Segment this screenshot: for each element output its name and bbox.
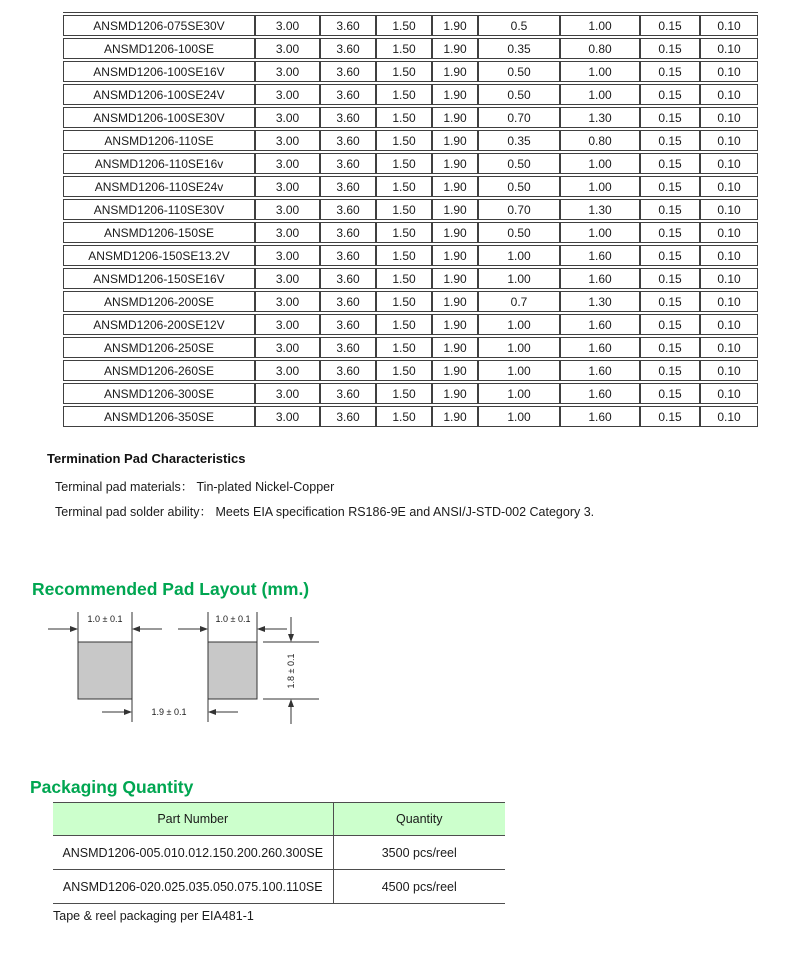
value-cell: 1.50 — [376, 15, 432, 36]
value-cell: 3.00 — [255, 406, 320, 427]
pad-layout-heading: Recommended Pad Layout (mm.) — [32, 579, 310, 599]
value-cell: 0.15 — [640, 61, 700, 82]
value-cell: 0.50 — [478, 61, 560, 82]
part-number-cell: ANSMD1206-350SE — [63, 406, 255, 427]
table-row — [53, 870, 505, 904]
part-number-cell: ANSMD1206-250SE — [63, 337, 255, 358]
arrowhead-up-icon — [288, 699, 294, 707]
value-cell: 1.00 — [560, 15, 640, 36]
value-cell: 3.00 — [255, 38, 320, 59]
tape-reel-note: Tape & reel packaging per EIA481-1 — [53, 909, 254, 923]
value-cell: 1.90 — [432, 38, 478, 59]
value-cell: 0.15 — [640, 130, 700, 151]
value-cell: 1.00 — [560, 176, 640, 197]
value-cell: 3.00 — [255, 61, 320, 82]
value-cell: 3.60 — [320, 107, 376, 128]
value-cell: 1.00 — [560, 61, 640, 82]
value-cell: 3.60 — [320, 153, 376, 174]
value-cell: 0.10 — [700, 84, 758, 105]
value-cell: 0.50 — [478, 222, 560, 243]
value-cell: 0.10 — [700, 406, 758, 427]
value-cell: 0.35 — [478, 38, 560, 59]
value-cell: 0.15 — [640, 38, 700, 59]
packaging-header-row — [53, 803, 505, 836]
value-cell: 1.00 — [560, 222, 640, 243]
value-cell: 1.50 — [376, 176, 432, 197]
table-row — [63, 84, 758, 105]
value-cell: 0.15 — [640, 15, 700, 36]
part-number-cell: ANSMD1206-020.025.035.050.075.100.110SE — [53, 870, 333, 904]
value-cell: 1.50 — [376, 406, 432, 427]
value-cell: 1.60 — [560, 406, 640, 427]
value-cell: 1.00 — [478, 314, 560, 335]
table-row — [63, 61, 758, 82]
value-cell: 3.60 — [320, 84, 376, 105]
value-cell: 0.10 — [700, 245, 758, 266]
value-cell: 3.00 — [255, 222, 320, 243]
part-number-cell: ANSMD1206-100SE24V — [63, 84, 255, 105]
value-cell: 1.50 — [376, 107, 432, 128]
value-cell: 1.30 — [560, 107, 640, 128]
pad-left-rect — [78, 642, 132, 699]
value-cell: 1.90 — [432, 107, 478, 128]
value-cell: 0.50 — [478, 176, 560, 197]
value-cell: 0.15 — [640, 222, 700, 243]
arrowhead-left-icon — [208, 709, 216, 715]
value-cell: 0.15 — [640, 268, 700, 289]
quantity-cell: 4500 pcs/reel — [333, 870, 505, 904]
value-cell: 3.00 — [255, 15, 320, 36]
value-cell: 0.10 — [700, 291, 758, 312]
value-cell: 3.00 — [255, 176, 320, 197]
value-cell: 0.70 — [478, 199, 560, 220]
part-dimensions-table — [63, 12, 758, 429]
table-row — [63, 291, 758, 312]
value-cell: 0.80 — [560, 38, 640, 59]
value-cell: 3.60 — [320, 176, 376, 197]
value-cell: 1.50 — [376, 130, 432, 151]
value-cell: 1.00 — [560, 153, 640, 174]
part-number-cell: ANSMD1206-005.010.012.150.200.260.300SE — [53, 836, 333, 870]
value-cell: 0.15 — [640, 314, 700, 335]
value-cell: 0.10 — [700, 199, 758, 220]
arrowhead-left-icon — [132, 626, 140, 632]
value-cell: 1.90 — [432, 222, 478, 243]
termination-heading: Termination Pad Characteristics — [47, 451, 246, 466]
value-cell: 0.10 — [700, 383, 758, 404]
table-row — [63, 314, 758, 335]
value-cell: 0.10 — [700, 38, 758, 59]
pad-height-label: 1.8 ± 0.1 — [286, 653, 296, 689]
value-cell: 1.60 — [560, 383, 640, 404]
value-cell: 1.30 — [560, 199, 640, 220]
value-cell: 3.60 — [320, 383, 376, 404]
value-cell: 1.00 — [478, 360, 560, 381]
value-cell: 1.50 — [376, 222, 432, 243]
table-row — [53, 836, 505, 870]
value-cell: 0.50 — [478, 153, 560, 174]
value-cell: 3.00 — [255, 245, 320, 266]
value-cell: 1.00 — [478, 245, 560, 266]
part-number-cell: ANSMD1206-075SE30V — [63, 15, 255, 36]
part-number-cell: ANSMD1206-110SE30V — [63, 199, 255, 220]
value-cell: 1.90 — [432, 406, 478, 427]
value-cell: 1.30 — [560, 291, 640, 312]
value-cell: 1.50 — [376, 245, 432, 266]
value-cell: 1.00 — [560, 84, 640, 105]
value-cell: 1.90 — [432, 153, 478, 174]
part-number-cell: ANSMD1206-300SE — [63, 383, 255, 404]
pad-right-rect — [208, 642, 257, 699]
value-cell: 3.00 — [255, 337, 320, 358]
value-cell: 0.10 — [700, 130, 758, 151]
datasheet-page — [0, 12, 800, 923]
quantity-header: Quantity — [333, 803, 505, 836]
pad-width-label-right: 1.0 ± 0.1 — [215, 614, 251, 624]
value-cell: 0.15 — [640, 337, 700, 358]
value-cell: 1.50 — [376, 61, 432, 82]
value-cell: 0.10 — [700, 61, 758, 82]
value-cell: 1.90 — [432, 268, 478, 289]
part-number-cell: ANSMD1206-150SE — [63, 222, 255, 243]
pad-pitch-label: 1.9 ± 0.1 — [151, 707, 187, 717]
value-cell: 0.10 — [700, 314, 758, 335]
value-cell: 0.15 — [640, 383, 700, 404]
table-row — [63, 15, 758, 36]
value-cell: 3.60 — [320, 38, 376, 59]
table-row — [63, 360, 758, 381]
value-cell: 0.15 — [640, 245, 700, 266]
table-row — [63, 222, 758, 243]
table-row — [63, 245, 758, 266]
value-cell: 1.50 — [376, 38, 432, 59]
packaging-table — [53, 802, 505, 904]
table-row — [63, 406, 758, 427]
value-cell: 1.90 — [432, 130, 478, 151]
value-cell: 0.10 — [700, 107, 758, 128]
value-cell: 0.15 — [640, 291, 700, 312]
value-cell: 3.00 — [255, 130, 320, 151]
value-cell: 1.90 — [432, 15, 478, 36]
part-number-cell: ANSMD1206-110SE16v — [63, 153, 255, 174]
part-number-cell: ANSMD1206-260SE — [63, 360, 255, 381]
value-cell: 0.7 — [478, 291, 560, 312]
value-cell: 0.80 — [560, 130, 640, 151]
table-row — [63, 176, 758, 197]
value-cell: 0.15 — [640, 84, 700, 105]
part-number-cell: ANSMD1206-110SE — [63, 130, 255, 151]
value-cell: 1.50 — [376, 383, 432, 404]
value-cell: 0.10 — [700, 360, 758, 381]
value-cell: 0.15 — [640, 176, 700, 197]
value-cell: 0.10 — [700, 176, 758, 197]
arrowhead-down-icon — [288, 634, 294, 642]
arrowhead-right-icon — [124, 709, 132, 715]
part-number-header: Part Number — [53, 803, 333, 836]
value-cell: 3.00 — [255, 268, 320, 289]
value-cell: 1.00 — [478, 337, 560, 358]
value-cell: 0.35 — [478, 130, 560, 151]
value-cell: 1.50 — [376, 153, 432, 174]
value-cell: 3.60 — [320, 337, 376, 358]
part-number-cell: ANSMD1206-100SE30V — [63, 107, 255, 128]
value-cell: 1.60 — [560, 360, 640, 381]
value-cell: 0.50 — [478, 84, 560, 105]
part-number-cell: ANSMD1206-200SE12V — [63, 314, 255, 335]
pad-width-label-left: 1.0 ± 0.1 — [87, 614, 123, 624]
value-cell: 0.5 — [478, 15, 560, 36]
table-row — [63, 130, 758, 151]
arrowhead-left-icon — [257, 626, 265, 632]
value-cell: 1.90 — [432, 199, 478, 220]
value-cell: 1.60 — [560, 245, 640, 266]
value-cell: 1.60 — [560, 314, 640, 335]
value-cell: 0.10 — [700, 337, 758, 358]
value-cell: 1.00 — [478, 268, 560, 289]
part-number-cell: ANSMD1206-100SE16V — [63, 61, 255, 82]
packaging-heading: Packaging Quantity — [30, 777, 194, 797]
value-cell: 1.90 — [432, 360, 478, 381]
value-cell: 3.00 — [255, 360, 320, 381]
value-cell: 1.50 — [376, 84, 432, 105]
value-cell: 3.00 — [255, 84, 320, 105]
value-cell: 1.50 — [376, 268, 432, 289]
part-number-cell: ANSMD1206-150SE13.2V — [63, 245, 255, 266]
arrowhead-right-icon — [200, 626, 208, 632]
value-cell: 1.90 — [432, 176, 478, 197]
value-cell: 3.00 — [255, 383, 320, 404]
value-cell: 3.60 — [320, 130, 376, 151]
value-cell: 1.00 — [478, 406, 560, 427]
value-cell: 1.50 — [376, 291, 432, 312]
value-cell: 3.00 — [255, 153, 320, 174]
value-cell: 3.00 — [255, 107, 320, 128]
value-cell: 0.10 — [700, 222, 758, 243]
table-row — [63, 107, 758, 128]
table-row — [63, 383, 758, 404]
value-cell: 3.60 — [320, 245, 376, 266]
table-row — [63, 199, 758, 220]
value-cell: 3.60 — [320, 291, 376, 312]
table-row — [63, 268, 758, 289]
part-number-cell: ANSMD1206-150SE16V — [63, 268, 255, 289]
part-number-cell: ANSMD1206-200SE — [63, 291, 255, 312]
value-cell: 0.15 — [640, 153, 700, 174]
value-cell: 3.60 — [320, 314, 376, 335]
value-cell: 3.00 — [255, 291, 320, 312]
value-cell: 0.15 — [640, 360, 700, 381]
value-cell: 3.60 — [320, 61, 376, 82]
value-cell: 0.10 — [700, 15, 758, 36]
value-cell: 0.10 — [700, 268, 758, 289]
part-number-cell: ANSMD1206-110SE24v — [63, 176, 255, 197]
table-row — [63, 337, 758, 358]
value-cell: 3.60 — [320, 406, 376, 427]
value-cell: 3.60 — [320, 15, 376, 36]
value-cell: 1.90 — [432, 61, 478, 82]
value-cell: 1.90 — [432, 314, 478, 335]
value-cell: 3.00 — [255, 199, 320, 220]
pad-layout-diagram — [45, 609, 355, 727]
value-cell: 3.60 — [320, 268, 376, 289]
value-cell: 1.90 — [432, 245, 478, 266]
termination-section — [47, 451, 800, 525]
value-cell: 3.60 — [320, 199, 376, 220]
value-cell: 1.90 — [432, 291, 478, 312]
terminal-solder-line: Terminal pad solder ability： Meets EIA specification RS186-9E and ANSI/J-STD-002 Category 3. — [55, 505, 595, 519]
table-row — [63, 38, 758, 59]
quantity-cell: 3500 pcs/reel — [333, 836, 505, 870]
value-cell: 3.60 — [320, 360, 376, 381]
value-cell: 1.00 — [478, 383, 560, 404]
terminal-materials-line: Terminal pad materials： Tin-plated Nickel-Copper — [55, 480, 335, 494]
value-cell: 1.60 — [560, 268, 640, 289]
value-cell: 0.70 — [478, 107, 560, 128]
value-cell: 3.00 — [255, 314, 320, 335]
part-number-cell: ANSMD1206-100SE — [63, 38, 255, 59]
value-cell: 1.50 — [376, 199, 432, 220]
value-cell: 0.15 — [640, 107, 700, 128]
value-cell: 1.90 — [432, 84, 478, 105]
value-cell: 1.50 — [376, 314, 432, 335]
value-cell: 0.10 — [700, 153, 758, 174]
value-cell: 1.50 — [376, 360, 432, 381]
value-cell: 1.60 — [560, 337, 640, 358]
value-cell: 1.90 — [432, 337, 478, 358]
value-cell: 3.60 — [320, 222, 376, 243]
table-row — [63, 153, 758, 174]
value-cell: 1.50 — [376, 337, 432, 358]
value-cell: 0.15 — [640, 406, 700, 427]
value-cell: 0.15 — [640, 199, 700, 220]
arrowhead-right-icon — [70, 626, 78, 632]
value-cell: 1.90 — [432, 383, 478, 404]
